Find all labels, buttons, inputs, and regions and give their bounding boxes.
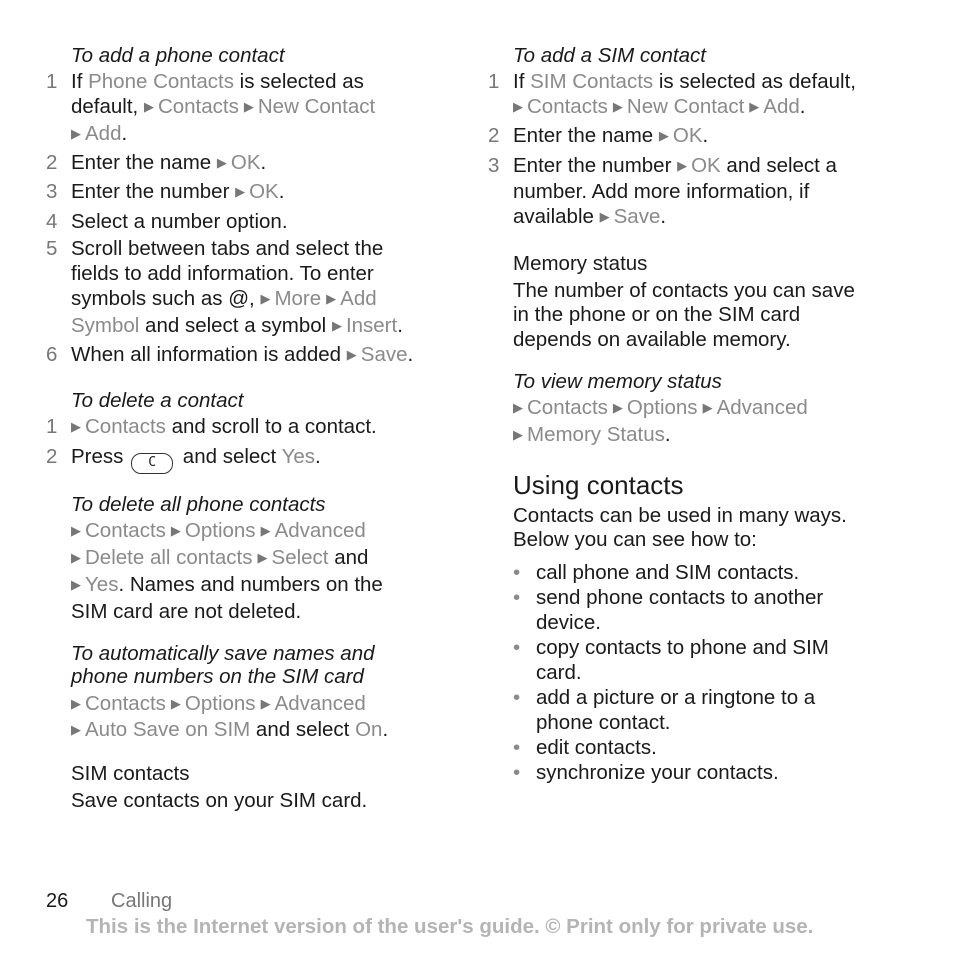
text: Enter the number [513,153,678,177]
text: device. [536,611,601,635]
menu-term: Contacts [85,691,166,715]
arrow-icon: ▶ [513,426,523,442]
menu-term: Options [626,395,698,419]
text: depends on available memory. [513,328,791,352]
step [46,180,456,207]
step-number: 3 [46,180,58,204]
menu-term: Yes [281,444,316,468]
arrow-icon: ▶ [260,290,271,306]
arrow-icon: ▶ [677,157,688,173]
bullet-icon: • [513,636,521,660]
using-contacts-list [488,561,908,786]
text: . [278,180,285,204]
text: When all information is added [71,342,347,366]
text: If [71,70,89,93]
menu-term: On [355,718,383,742]
text: and select a symbol [139,313,332,337]
text: number. Add more information, if [513,180,810,204]
step-number: 2 [46,444,58,468]
text: . [315,444,321,468]
menu-term: OK [672,124,703,148]
arrow-icon: ▶ [513,98,523,114]
list-item [488,636,908,686]
menu-term: New Contact [257,94,376,118]
add-phone-contact-steps [46,70,456,370]
menu-term: OK [249,180,279,204]
memory-status-title: Memory status [513,251,648,275]
arrow-icon: ▶ [235,184,246,200]
menu-term: Advanced [274,691,366,715]
menu-term: Advanced [716,395,808,419]
page-number: 26 [46,890,69,912]
text: . [664,422,671,446]
text: and scroll to a contact. [165,415,377,439]
list-item [488,686,908,736]
arrow-icon: ▶ [143,98,154,114]
menu-term: Add [763,94,800,118]
menu-term: Memory Status [527,422,665,446]
text: call phone and SIM contacts. [536,561,800,585]
arrow-icon: ▶ [612,399,623,415]
step [46,415,456,442]
bullet-icon: • [513,761,521,784]
text: . Names and numbers on the [118,572,383,596]
arrow-icon: ▶ [71,722,81,738]
text: edit contacts. [536,735,657,759]
step [46,151,456,178]
step [488,70,908,122]
arrow-icon: ▶ [346,346,357,362]
step [46,70,456,148]
step-number: 1 [46,70,58,93]
view-memory-heading: To view memory status [513,369,722,393]
menu-term: Phone Contacts [88,70,234,93]
menu-term: Options [184,691,256,715]
list-item [488,561,908,586]
arrow-icon: ▶ [71,125,81,141]
text: Scroll between tabs and select the [71,237,384,261]
memory-status-text [513,279,908,353]
heading-line: phone numbers on the SIM card [71,664,364,688]
menu-term: Auto Save on SIM [85,718,251,742]
step-number: 2 [46,150,58,174]
step [46,210,456,235]
disclaimer: This is the Internet version of the user's guide. © Print only for private use. [86,915,814,938]
list-item [488,761,908,786]
text: Select a number option. [71,209,288,233]
menu-term: Delete all contacts [85,546,253,570]
arrow-icon: ▶ [170,695,181,711]
menu-term: Contacts [527,395,608,419]
delete-all-contacts-path [71,519,456,624]
text: available [513,205,600,229]
menu-term: New Contact [626,94,745,118]
heading-line: To automatically save names and [71,641,375,665]
text: . [260,150,267,174]
arrow-icon: ▶ [71,523,81,539]
step-number: 2 [488,124,500,148]
menu-term: Select [271,546,329,570]
text: Enter the number [71,180,236,204]
delete-all-contacts-heading: To delete all phone contacts [71,493,326,517]
text: and [328,546,369,570]
bullet-icon: • [513,586,521,610]
text: . [382,718,389,742]
auto-save-heading [71,642,456,688]
menu-term: More [274,286,322,310]
menu-term: OK [230,150,261,174]
bullet-icon: • [513,735,521,759]
menu-term: SIM Contacts [530,70,654,93]
using-contacts-title: Using contacts [513,469,684,500]
menu-term: Options [184,519,256,543]
arrow-icon: ▶ [260,523,271,539]
step [488,124,908,151]
text: . [799,94,806,118]
c-key-icon: C [131,453,173,474]
list-item [488,586,908,636]
menu-term: Contacts [527,94,608,118]
arrow-icon: ▶ [702,399,713,415]
menu-term: Symbol [71,313,140,337]
menu-term: Add [85,121,122,145]
menu-term: Insert [345,313,398,337]
arrow-icon: ▶ [326,290,337,306]
text: Contacts can be used in many ways. [513,503,847,527]
menu-term: Contacts [157,94,239,118]
text: . [121,121,128,145]
text: copy contacts to phone and SIM [536,636,829,660]
section-label: Calling [111,890,173,912]
add-sim-contact-steps [488,70,908,232]
sim-contacts-title: SIM contacts [71,762,190,786]
auto-save-path [71,692,456,746]
text: phone contact. [536,710,671,734]
sim-contacts-text: Save contacts on your SIM card. [71,789,368,813]
step-number: 1 [488,70,500,93]
text: synchronize your contacts. [536,761,779,784]
menu-term: Contacts [85,415,166,439]
text: . [702,124,709,148]
left-column [46,44,456,814]
arrow-icon: ▶ [513,399,523,415]
arrow-icon: ▶ [243,98,254,114]
text: add a picture or a ringtone to a [536,686,816,710]
step [46,237,456,340]
step [46,343,456,370]
step-number: 5 [46,237,58,261]
arrow-icon: ▶ [599,209,610,225]
list-item [488,736,908,761]
text: . [397,313,403,337]
bullet-icon: • [513,561,521,585]
arrow-icon: ▶ [71,419,81,435]
text: Press [71,444,130,468]
arrow-icon: ▶ [260,695,271,711]
arrow-icon: ▶ [658,128,669,144]
step-number: 6 [46,342,58,366]
arrow-icon: ▶ [216,154,227,170]
text: Enter the name [513,124,659,148]
step [46,445,456,474]
text: default, [71,94,144,118]
arrow-icon: ▶ [612,98,623,114]
right-column [488,44,908,786]
menu-term: Save [360,342,408,366]
menu-term: Advanced [274,519,366,543]
text: and select [177,444,282,468]
text: Enter the name [71,150,217,174]
text: fields to add information. To enter [71,261,374,285]
text: If [513,70,531,93]
step [488,154,908,232]
text: and select [250,718,356,742]
add-sim-contact-heading: To add a SIM contact [513,44,706,67]
menu-term: OK [691,153,721,177]
text: Below you can see how to: [513,528,757,552]
text: is selected as [233,70,364,93]
text: send phone contacts to another [536,586,824,610]
bullet-icon: • [513,686,521,710]
text: . [407,342,414,366]
delete-contact-heading: To delete a contact [71,389,244,413]
text: SIM card are not deleted. [71,599,302,623]
text: is selected as default, [653,70,856,93]
step-number: 1 [46,415,58,439]
add-phone-contact-heading: To add a phone contact [71,44,285,67]
step-number: 3 [488,153,500,177]
text: symbols such as @, [71,286,261,310]
arrow-icon: ▶ [71,576,81,592]
arrow-icon: ▶ [170,523,181,539]
text: in the phone or on the SIM card [513,303,801,327]
menu-term: Add [340,286,377,310]
arrow-icon: ▶ [331,317,342,333]
view-memory-path [513,396,908,450]
delete-contact-steps [46,415,456,473]
arrow-icon: ▶ [71,550,81,566]
menu-term: Save [613,205,661,229]
text: . [660,205,667,229]
text: and select a [720,153,837,177]
arrow-icon: ▶ [257,550,268,566]
arrow-icon: ▶ [749,98,760,114]
arrow-icon: ▶ [71,695,81,711]
menu-term: Yes [85,572,119,596]
using-contacts-intro [513,504,908,554]
step-number: 4 [46,209,58,233]
text: card. [536,660,582,684]
text: The number of contacts you can save [513,278,855,302]
menu-term: Contacts [85,519,166,543]
